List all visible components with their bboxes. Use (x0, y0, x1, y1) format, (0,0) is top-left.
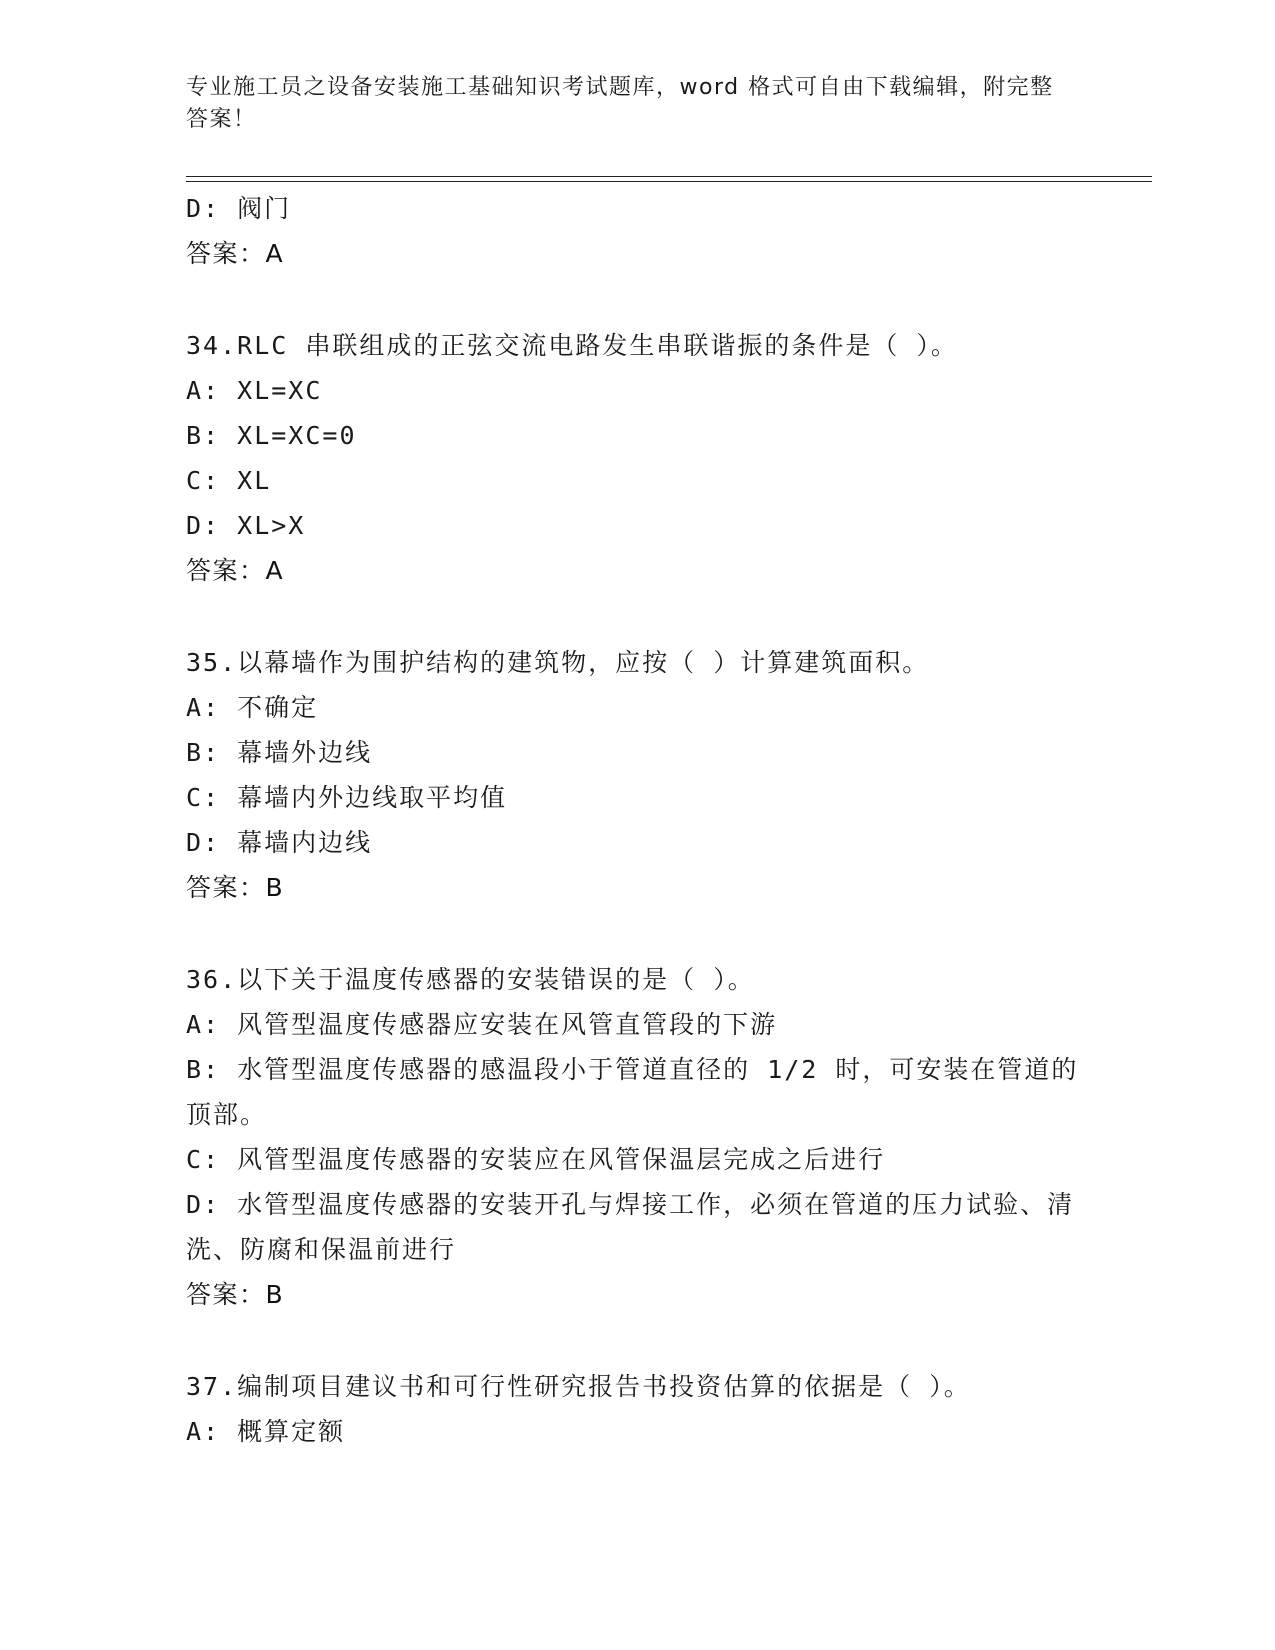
question-stem: 35.以幕墙作为围护结构的建筑物，应按（ ）计算建筑面积。 (186, 648, 930, 677)
option-a: A: 不确定 (186, 693, 319, 722)
answer-line: 答案：A (186, 239, 285, 268)
question-37 (186, 1364, 1086, 1454)
header-rule-bottom (186, 181, 1152, 182)
answer-line: 答案：B (186, 1280, 285, 1309)
option-d: D: 水管型温度传感器的安装开孔与焊接工作，必须在管道的压力试验、清洗、防腐和保温前进行 (186, 1190, 1075, 1264)
answer-line: 答案：A (186, 556, 285, 585)
spacer (186, 1317, 1086, 1364)
option-a: A: 概算定额 (186, 1417, 346, 1446)
spacer (186, 593, 1086, 640)
question-stem: 34.RLC 串联组成的正弦交流电路发生串联谐振的条件是（ ）。 (186, 331, 958, 360)
spacer (186, 276, 1086, 323)
question-36 (186, 957, 1086, 1317)
option-a: A: XL=XC (186, 376, 323, 405)
page-header: 专业施工员之设备安装施工基础知识考试题库，word 格式可自由下载编辑，附完整答案！ (186, 75, 1054, 132)
option-d: D: 阀门 (186, 194, 292, 223)
option-b: B: 水管型温度传感器的感温段小于管道直径的 1/2 时，可安装在管道的顶部。 (186, 1055, 1079, 1129)
option-c: C: 幕墙内外边线取平均值 (186, 783, 508, 812)
option-a: A: 风管型温度传感器应安装在风管直管段的下游 (186, 1010, 778, 1039)
answer-line: 答案：B (186, 873, 285, 902)
option-c: C: XL (186, 466, 272, 495)
option-d: D: 幕墙内边线 (186, 828, 373, 857)
question-content (186, 186, 1086, 1454)
spacer (186, 910, 1086, 957)
question-35 (186, 640, 1086, 910)
question-34 (186, 323, 1086, 593)
option-d: D: XL>X (186, 511, 306, 540)
question-stem: 36.以下关于温度传感器的安装错误的是（ ）。 (186, 965, 755, 994)
option-b: B: 幕墙外边线 (186, 738, 373, 767)
question-stem: 37.编制项目建议书和可行性研究报告书投资估算的依据是（ ）。 (186, 1372, 971, 1401)
option-c: C: 风管型温度传感器的安装应在风管保温层完成之后进行 (186, 1145, 886, 1174)
header-rule-top (186, 176, 1152, 177)
option-b: B: XL=XC=0 (186, 421, 357, 450)
